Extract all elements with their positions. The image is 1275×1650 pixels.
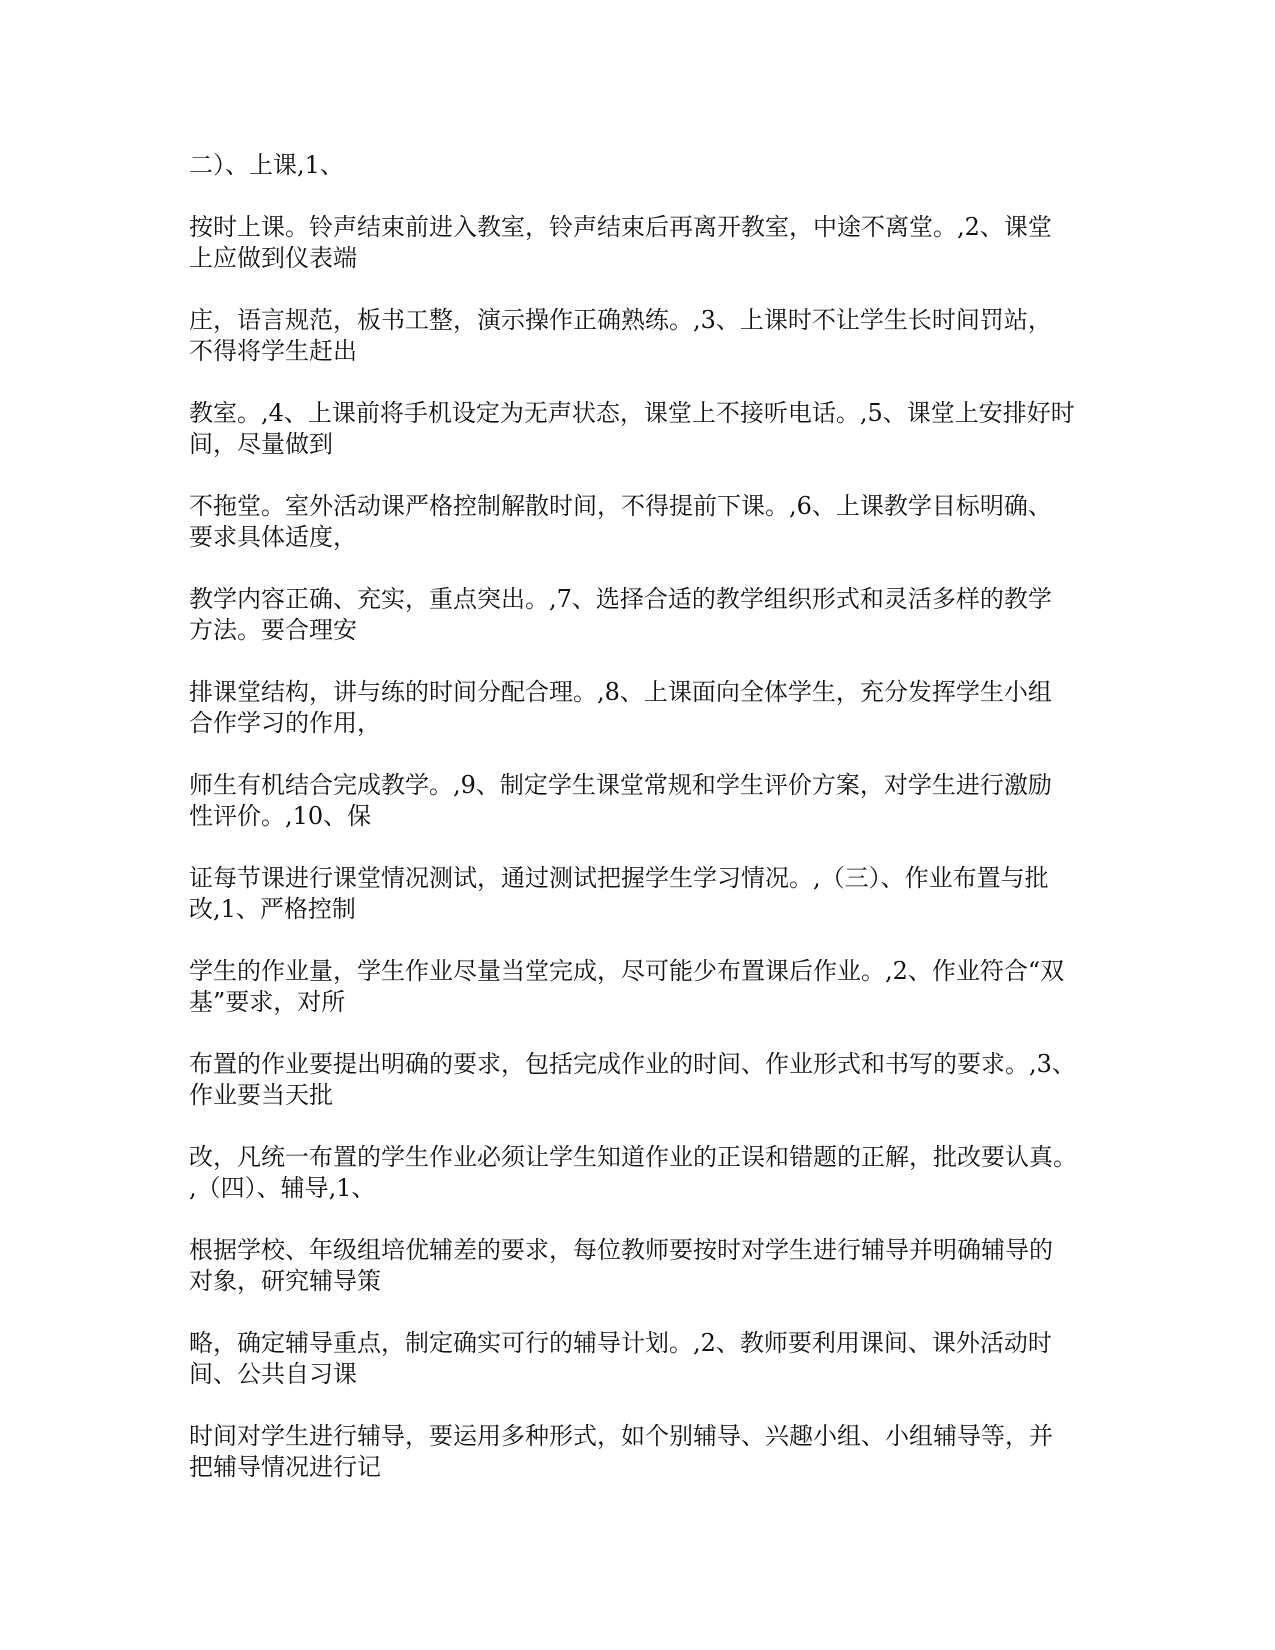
text-line: 合作学习的作用， xyxy=(189,709,381,737)
text-line: 庄，语言规范，板书工整，演示操作正确熟练。,3、上课时不让学生长时间罚站， xyxy=(189,306,1052,334)
text-line: 改,1、严格控制 xyxy=(189,895,356,923)
paragraph xyxy=(189,770,1094,832)
text-line: ,（四）、辅导,1、 xyxy=(189,1174,376,1202)
text-line: 方法。要合理安 xyxy=(189,616,357,644)
text-line: 性评价。,10、保 xyxy=(189,802,372,830)
text-line: 上应做到仪表端 xyxy=(189,244,357,272)
text-line: 要求具体适度， xyxy=(189,523,357,551)
text-line: 师生有机结合完成教学。,9、制定学生课堂常规和学生评价方案，对学生进行激励 xyxy=(189,771,1052,799)
text-line: 间、公共自习课 xyxy=(189,1360,357,1388)
text-line: 基”要求，对所 xyxy=(189,988,346,1016)
text-line: 按时上课。铃声结束前进入教室，铃声结束后再离开教室，中途不离堂。,2、课堂 xyxy=(189,213,1052,241)
paragraph xyxy=(189,584,1094,646)
text-line: 排课堂结构，讲与练的时间分配合理。,8、上课面向全体学生，充分发挥学生小组 xyxy=(189,678,1052,706)
paragraph xyxy=(189,305,1094,367)
text-line: 把辅导情况进行记 xyxy=(189,1453,381,1481)
text-line: 不拖堂。室外活动课严格控制解散时间，不得提前下课。,6、上课教学目标明确、 xyxy=(189,492,1052,520)
paragraph xyxy=(189,212,1094,274)
paragraph xyxy=(189,863,1094,925)
text-line: 略，确定辅导重点，制定确实可行的辅导计划。,2、教师要利用课间、课外活动时 xyxy=(189,1329,1052,1357)
text-line: 作业要当天批 xyxy=(189,1081,333,1109)
paragraph xyxy=(189,150,1094,181)
paragraph xyxy=(189,1235,1094,1297)
text-line: 间，尽量做到 xyxy=(189,430,333,458)
paragraph xyxy=(189,956,1094,1018)
paragraph xyxy=(189,1328,1094,1390)
body-text xyxy=(189,150,1094,1483)
paragraph xyxy=(189,398,1094,460)
text-line: 教室。,4、上课前将手机设定为无声状态，课堂上不接听电话。,5、课堂上安排好时 xyxy=(189,399,1075,427)
text-line: 证每节课进行课堂情况测试，通过测试把握学生学习情况。,（三）、作业布置与批 xyxy=(189,864,1049,892)
text-line: 根据学校、年级组培优辅差的要求，每位教师要按时对学生进行辅导并明确辅导的 xyxy=(189,1236,1053,1264)
paragraph xyxy=(189,677,1094,739)
paragraph xyxy=(189,1049,1094,1111)
paragraph xyxy=(189,1421,1094,1483)
text-line: 学生的作业量，学生作业尽量当堂完成，尽可能少布置课后作业。,2、作业符合“双 xyxy=(189,957,1065,985)
text-line: 二）、上课,1、 xyxy=(189,151,344,179)
text-line: 教学内容正确、充实，重点突出。,7、选择合适的教学组织形式和灵活多样的教学 xyxy=(189,585,1052,613)
paragraph xyxy=(189,491,1094,553)
text-line: 改，凡统一布置的学生作业必须让学生知道作业的正误和错题的正解，批改要认真。 xyxy=(189,1143,1077,1171)
text-line: 布置的作业要提出明确的要求，包括完成作业的时间、作业形式和书写的要求。,3、 xyxy=(189,1050,1076,1078)
text-line: 不得将学生赶出 xyxy=(189,337,357,365)
text-line: 对象，研究辅导策 xyxy=(189,1267,381,1295)
paragraph xyxy=(189,1142,1094,1204)
text-line: 时间对学生进行辅导，要运用多种形式，如个别辅导、兴趣小组、小组辅导等，并 xyxy=(189,1422,1053,1450)
